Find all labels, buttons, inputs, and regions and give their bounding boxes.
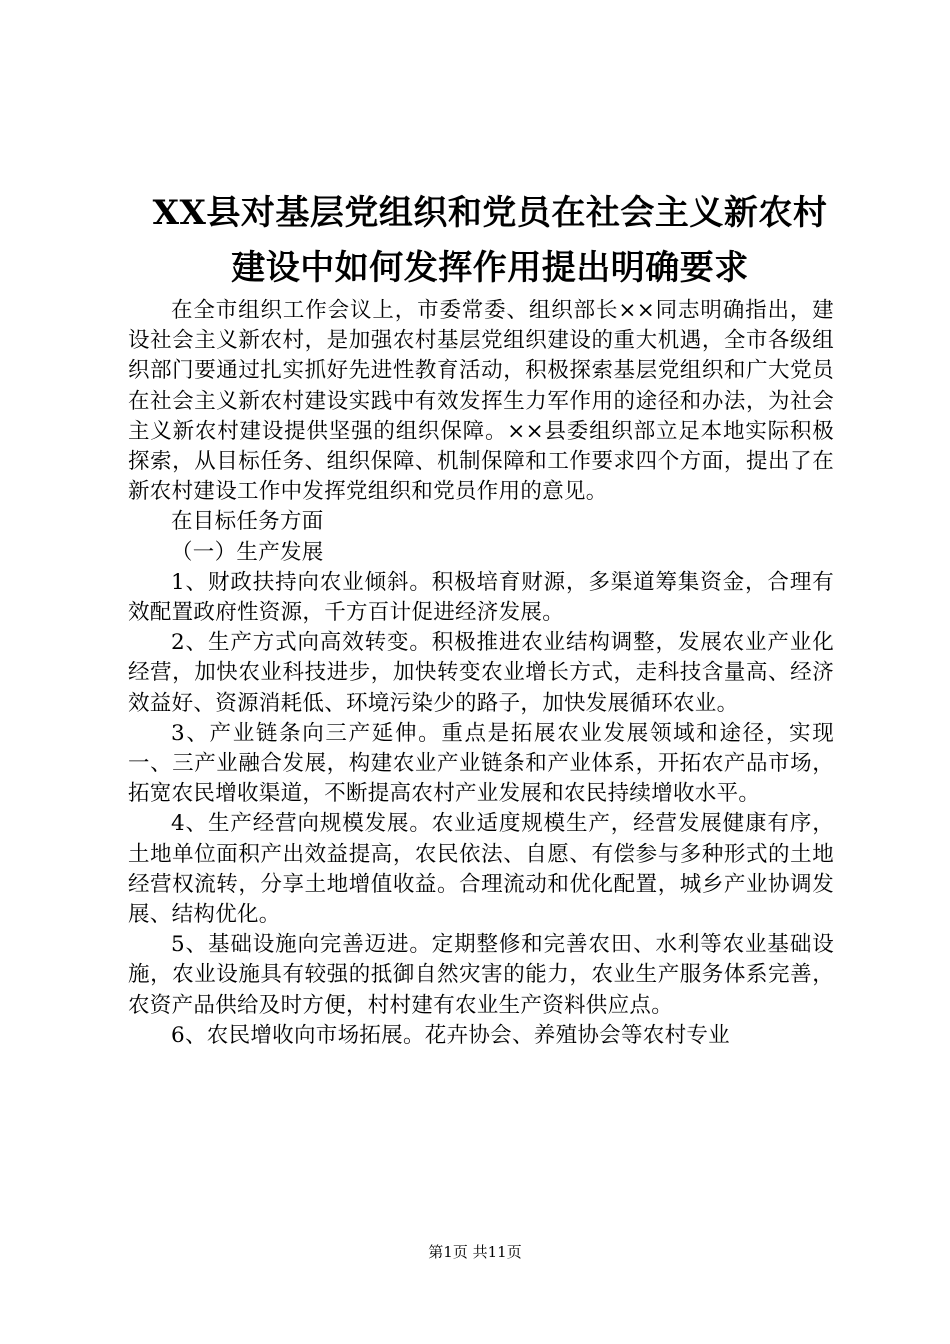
title-line-2: 建设中如何发挥作用提出明确要求 — [231, 248, 749, 288]
paragraph-item-4: 4、生产经营向规模发展。农业适度规模生产，经营发展健康有序，土地单位面积产出效益提高，农民依法、自愿、有偿参与多种形式的土地经营权流转，分享土地增值收益。合理流动和优化配置，城乡产业协调发展、结构优化。 — [128, 811, 834, 928]
paragraph-item-5: 5、基础设施向完善迈进。定期整修和完善农田、水利等农业基础设施，农业设施具有较强的抵御自然灾害的能力，农业生产服务体系完善，农资产品供给及时方便，村村建有农业生产资料供应点。 — [128, 932, 834, 1018]
paragraph-section-heading: 在目标任务方面 — [171, 509, 324, 535]
paragraph-item-1: 1、财政扶持向农业倾斜。积极培育财源，多渠道筹集资金，合理有效配置政府性资源，千方百计促进经济发展。 — [128, 569, 834, 626]
paragraph-subsection-heading: （一）生产发展 — [171, 539, 324, 565]
document-body — [128, 296, 834, 1051]
paragraph-item-3: 3、产业链条向三产延伸。重点是拓展农业发展领域和途径，实现一、三产业融合发展，构建农业产业链条和产业体系，开拓农产品市场，拓宽农民增收渠道，不断提高农村产业发展和农民持续增收水平。 — [128, 720, 834, 807]
document-title — [100, 186, 880, 296]
paragraph-item-6: 6、农民增收向市场拓展。花卉协会、养殖协会等农村专业 — [171, 1022, 730, 1048]
paragraph-intro: 在全市组织工作会议上，市委常委、组织部长××同志明确指出，建设社会主义新农村，是加强农村基层党组织建设的重大机遇，全市各级组织部门要通过扎实抓好先进性教育活动，积极探索基层党组织和广大党员在社会主义新农村建设实践中有效发挥生力军作用的途径和办法，为社会主义新农村建设提供坚强的组织保障。××县委组织部立足本地实际积极探索，从目标任务、组织保障、机制保障和工作要求四个方面，提出了在新农村建设工作中发挥党组织和党员作用的意见。 — [128, 298, 834, 505]
title-line-1: XX县对基层党组织和党员在社会主义新农村 — [152, 193, 828, 233]
paragraph-item-2: 2、生产方式向高效转变。积极推进农业结构调整，发展农业产业化经营，加快农业科技进步，加快转变农业增长方式，走科技含量高、经济效益好、资源消耗低、环境污染少的路子，加快发展循环农业。 — [128, 630, 834, 716]
page-number-footer: 第1页 共11页 — [428, 1243, 522, 1261]
